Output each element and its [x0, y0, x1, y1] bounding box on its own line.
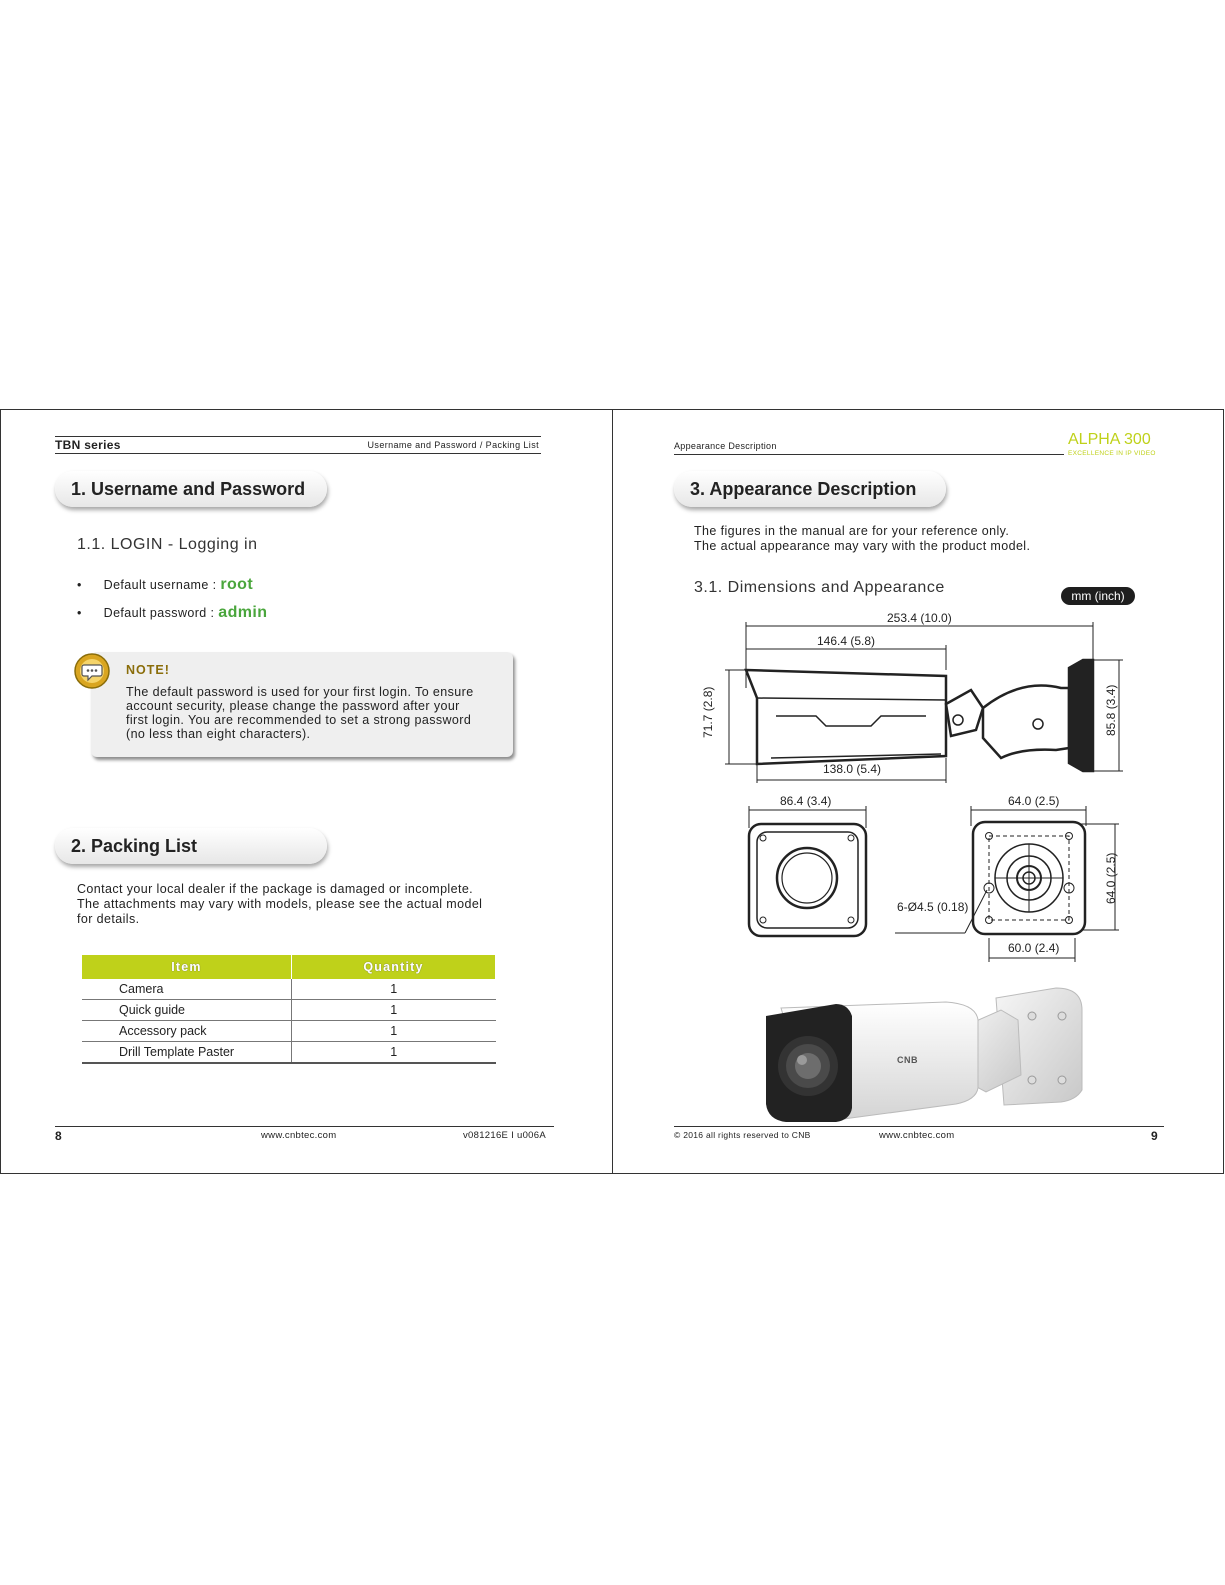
dim-height-front: 71.7 (2.8) [701, 686, 715, 738]
page-divider [612, 410, 613, 1173]
footer-copyright: © 2016 all rights reserved to CNB [674, 1130, 811, 1140]
table-header-row [82, 955, 496, 979]
subsection-login-title: 1.1. LOGIN - Logging in [77, 536, 258, 553]
footer-url-right: www.cnbtec.com [879, 1130, 955, 1141]
side-view-drawing [701, 608, 1141, 788]
table-cell-item: Drill Template Paster [82, 1042, 292, 1064]
subsection-dimensions-title: 3.1. Dimensions and Appearance [694, 579, 945, 596]
note-title: NOTE! [126, 663, 170, 677]
packing-intro-line: The attachments may vary with models, please see the actual model [77, 897, 483, 911]
note-chat-icon [73, 652, 111, 690]
username-value: root [220, 576, 254, 593]
page-number-right: 9 [1151, 1129, 1158, 1143]
note-line: The default password is used for your first login. To ensure [126, 685, 474, 699]
note-line: account security, please change the password after your [126, 699, 460, 713]
table-header-quantity: Quantity [292, 955, 496, 979]
table-row [82, 1000, 496, 1021]
appearance-intro-line: The figures in the manual are for your reference only. [694, 524, 1010, 538]
bullet: • [77, 606, 82, 620]
manual-spread [0, 409, 1224, 1174]
table-header-item: Item [82, 955, 292, 979]
header-bottom-rule [55, 453, 541, 454]
dim-front-width: 86.4 (3.4) [780, 794, 832, 808]
username-row [77, 577, 253, 593]
dim-holes: 6-Ø4.5 (0.18) [897, 900, 969, 914]
dim-hole-spacing: 60.0 (2.4) [1008, 941, 1060, 955]
camera-logo: CNB [897, 1055, 918, 1065]
unit-badge: mm (inch) [1061, 587, 1135, 605]
note-line: (no less than eight characters). [126, 727, 311, 741]
dim-body-length: 146.4 (5.8) [817, 634, 876, 648]
table-cell-quantity: 1 [292, 1000, 496, 1021]
note-box [91, 652, 513, 757]
brand-logo: ALPHA 300 [1068, 431, 1151, 448]
camera-product-image [756, 980, 1091, 1130]
table-cell-quantity: 1 [292, 1042, 496, 1064]
dim-bottom-length: 138.0 (5.4) [823, 762, 882, 776]
section2-title: 2. Packing List [55, 828, 327, 864]
table-row [82, 1021, 496, 1042]
table-cell-quantity: 1 [292, 1021, 496, 1042]
footer-rule-right [674, 1126, 1164, 1127]
packing-intro-line: for details. [77, 912, 140, 926]
password-label: Default password : [103, 606, 219, 620]
header-series: TBN series [55, 438, 121, 452]
header-top-rule [55, 436, 541, 437]
appearance-intro [694, 524, 1030, 554]
table-cell-item: Quick guide [82, 1000, 292, 1021]
brand-tagline: EXCELLENCE IN IP VIDEO [1068, 450, 1156, 457]
table-cell-quantity: 1 [292, 979, 496, 1000]
bullet: • [77, 578, 82, 592]
header-right-section: Appearance Description [674, 441, 777, 451]
footer-version: v081216E I u006A [463, 1130, 546, 1141]
packing-table [82, 955, 496, 1064]
packing-intro-line: Contact your local dealer if the package is damaged or incomplete. [77, 882, 474, 896]
section1-title: 1. Username and Password [55, 471, 327, 507]
password-row [77, 605, 267, 621]
dim-mount-width: 64.0 (2.5) [1008, 794, 1060, 808]
note-line: first login. You are recommended to set a strong password [126, 713, 472, 727]
note-text [126, 685, 474, 741]
packing-intro [77, 882, 482, 927]
front-view-drawing [741, 806, 871, 946]
username-label: Default username : [103, 578, 221, 592]
table-cell-item: Accessory pack [82, 1021, 292, 1042]
dim-mount-height: 64.0 (2.5) [1104, 852, 1118, 904]
table-row [82, 1042, 496, 1064]
table-cell-item: Camera [82, 979, 292, 1000]
header-section: Username and Password / Packing List [367, 440, 539, 450]
footer-rule [55, 1126, 554, 1127]
header-right-rule [674, 454, 1064, 455]
dim-total-length: 253.4 (10.0) [887, 611, 952, 625]
table-row [82, 979, 496, 1000]
section3-title: 3. Appearance Description [674, 471, 946, 507]
dim-height-mount: 85.8 (3.4) [1104, 684, 1118, 736]
password-value: admin [218, 604, 268, 621]
appearance-intro-line: The actual appearance may vary with the product model. [694, 539, 1031, 553]
page-number-left: 8 [55, 1129, 62, 1143]
footer-url-left: www.cnbtec.com [261, 1130, 337, 1141]
